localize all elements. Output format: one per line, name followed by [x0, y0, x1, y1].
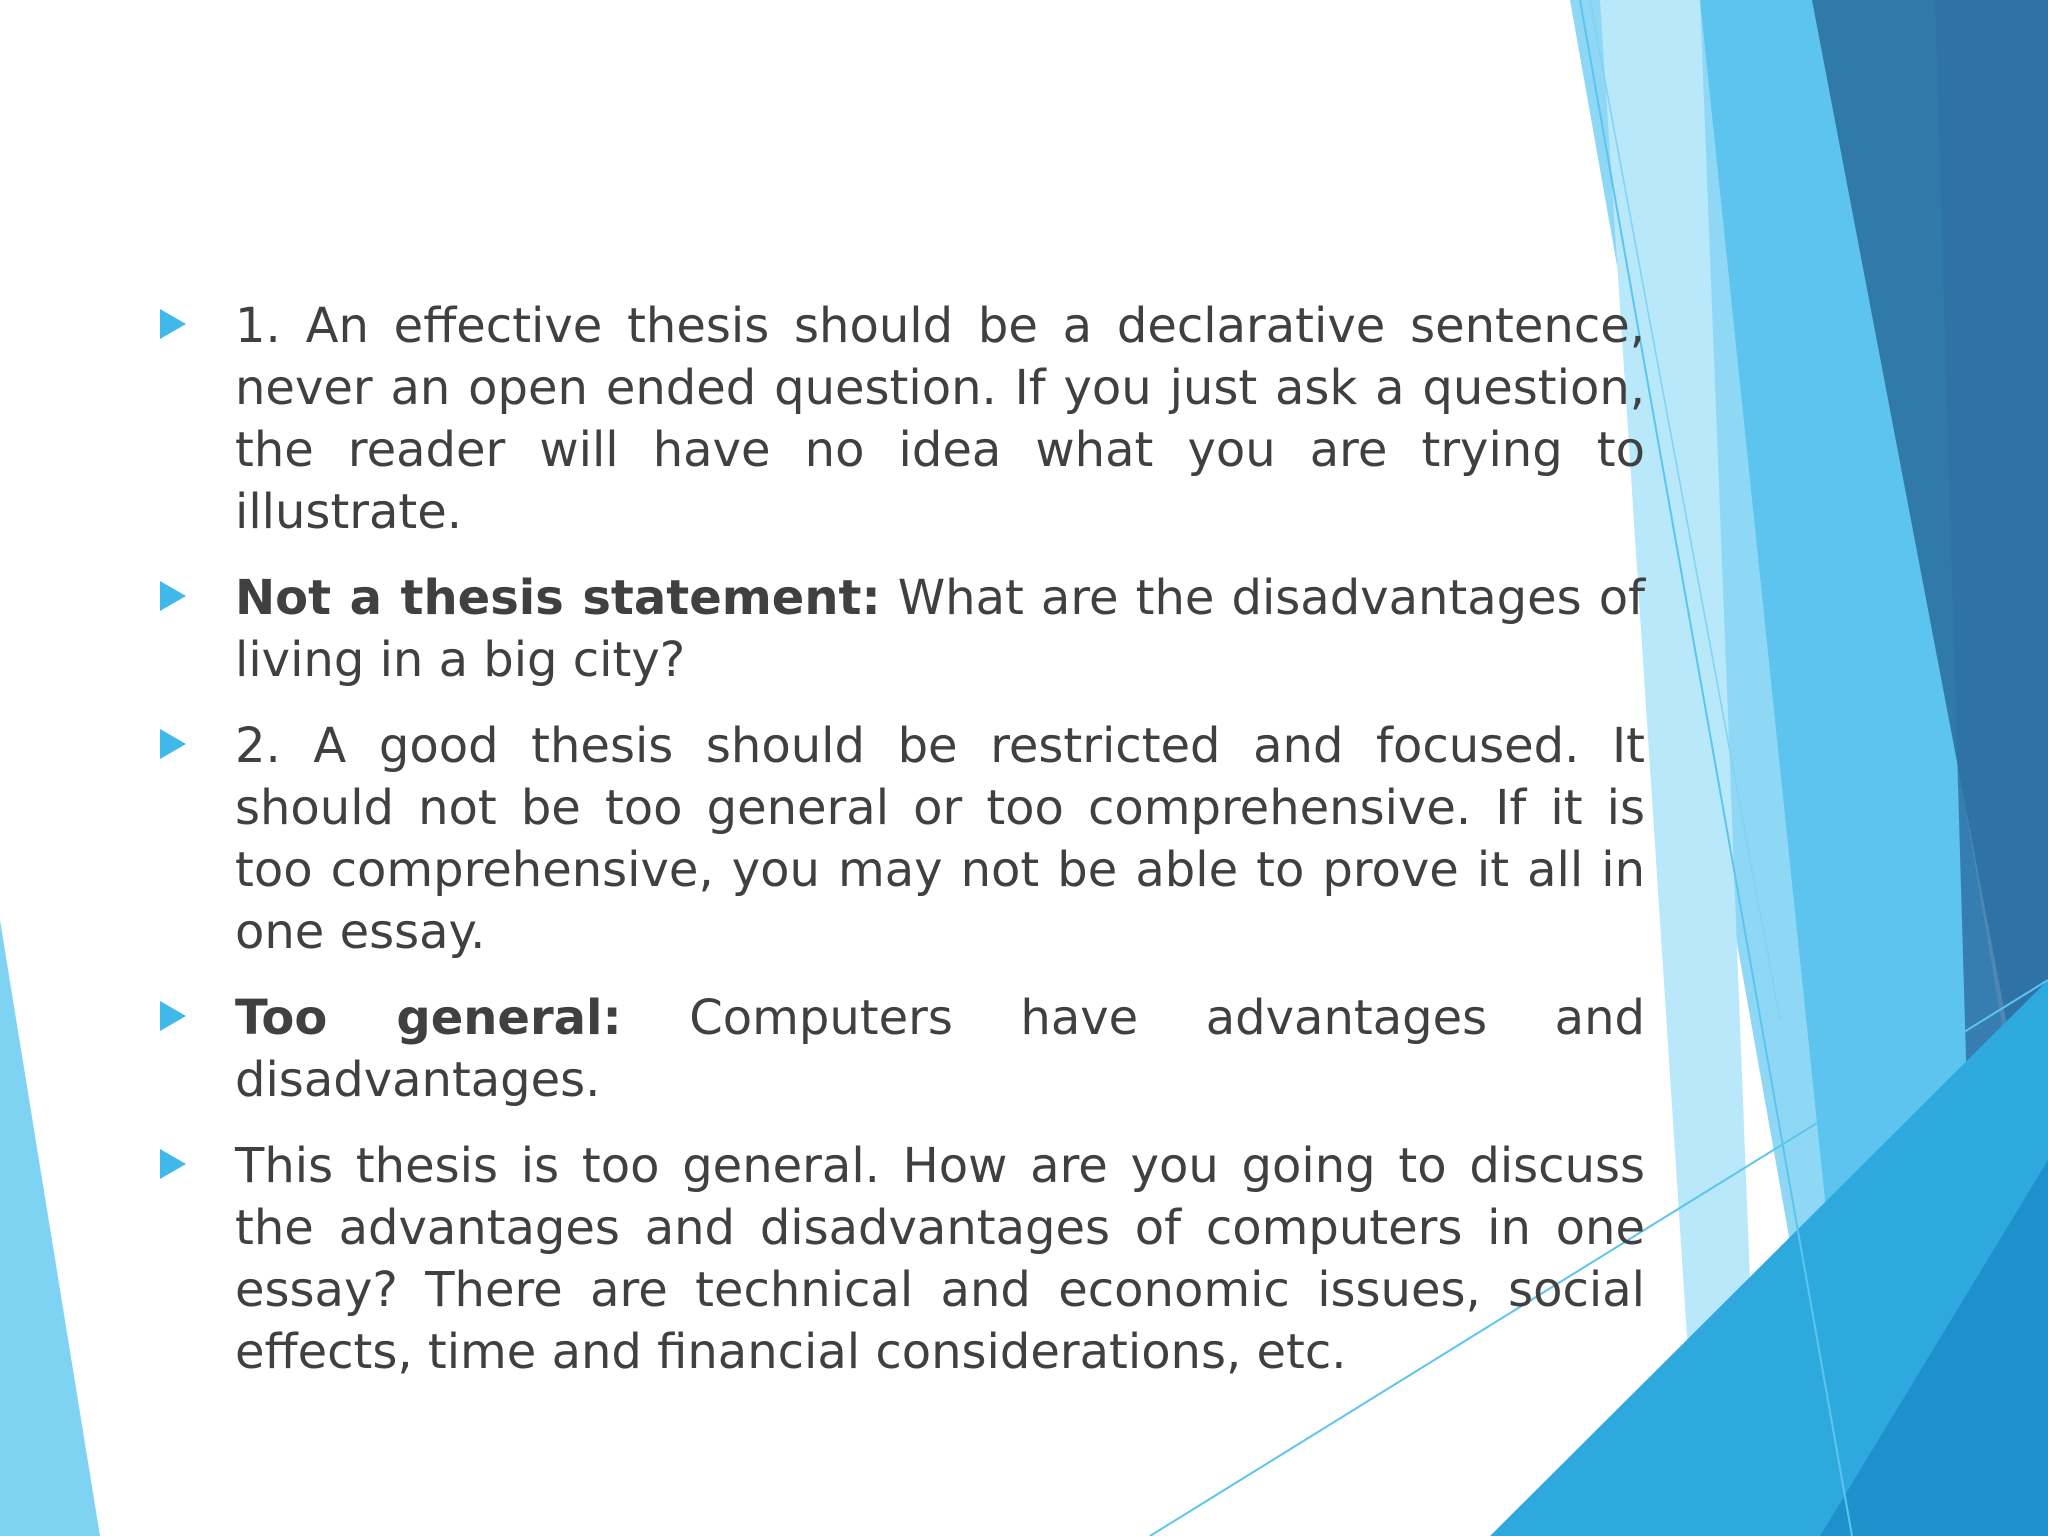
bullet-text: Computers have advantages and disadvantages. [235, 990, 1645, 1108]
bullet-text: 1. An effective thesis should be a declarative sentence, never an open ended question. If you just ask a question, the reader will have no idea what you are trying to illustrate. [235, 298, 1645, 540]
bullet-item-2 [150, 567, 1645, 691]
bullet-triangle-icon [160, 581, 186, 611]
bullet-text: This thesis is too general. How are you going to discuss the advantages and disadvantages of computers in one essay? There are technical and economic issues, social effects, time and financial considerations, etc. [235, 1138, 1645, 1380]
bullet-lead: Not a thesis statement: [235, 570, 881, 626]
bullet-triangle-icon [160, 1001, 186, 1031]
left-accent-shape [0, 920, 100, 1536]
bullet-item-1 [150, 295, 1645, 543]
bullet-item-4 [150, 987, 1645, 1111]
bullet-text: What are the disadvantages of living in a big city? [235, 570, 1646, 688]
bullet-text: 2. A good thesis should be restricted and focused. It should not be too general or too comprehensive. If it is too comprehensive, you may not be able to prove it all in one essay. [235, 718, 1645, 960]
bullet-lead: Too general: [235, 990, 622, 1046]
bullet-item-3 [150, 715, 1645, 963]
bullet-triangle-icon [160, 729, 186, 759]
bullet-item-5 [150, 1135, 1645, 1383]
bullet-triangle-icon [160, 1149, 186, 1179]
bullet-triangle-icon [160, 309, 186, 339]
bullet-list [150, 295, 1645, 1407]
